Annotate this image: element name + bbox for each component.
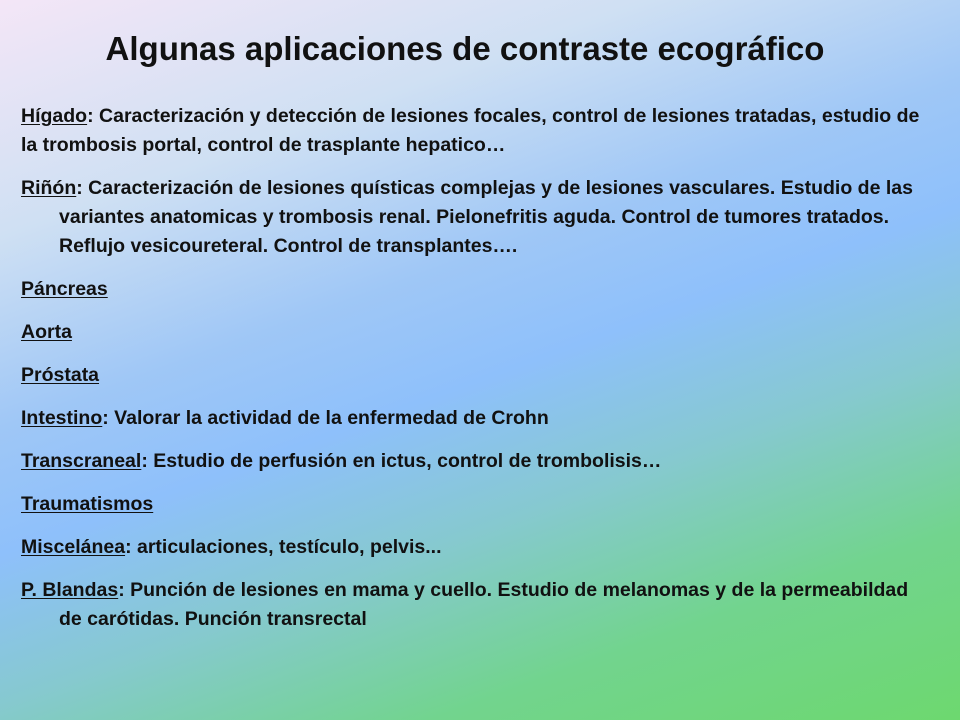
item-description: Caracterización y detección de lesiones focales, control de lesiones tratadas, estudio de la trombosis portal, control de trasplante hepatico… [21, 105, 920, 156]
list-item-partes-blandas [21, 576, 936, 634]
item-term: Intestino [21, 407, 103, 429]
list-item-prostata [21, 361, 936, 390]
item-description: Caracterización de lesiones quísticas complejas y de lesiones vasculares. Estudio de las variantes anatomicas y trombosis renal. Pielonefritis aguda. Control de tumores tratados. Reflujo vesicoureteral. Control de transplantes…. [59, 177, 913, 257]
list-item-aorta [21, 318, 936, 347]
item-separator: : [118, 579, 131, 601]
list-item-rinon [21, 174, 936, 261]
item-term: Páncreas [21, 278, 108, 300]
item-term: Miscelánea [21, 536, 126, 558]
list-item-pancreas [21, 275, 936, 304]
list-item-miscelanea [21, 533, 936, 562]
list-item-traumatismos [21, 490, 936, 519]
item-description: Estudio de perfusión en ictus, control de trombolisis… [153, 450, 662, 472]
item-separator: : [125, 536, 137, 558]
item-description: articulaciones, testículo, pelvis... [136, 536, 442, 558]
item-term: Próstata [21, 364, 100, 386]
item-term: Riñón [21, 177, 77, 199]
item-separator: : [87, 105, 100, 127]
item-term: Transcraneal [21, 450, 142, 472]
list-item-intestino [21, 404, 936, 433]
item-separator: : [141, 450, 154, 472]
item-term: Traumatismos [21, 493, 154, 515]
item-term: P. Blandas [21, 579, 119, 601]
item-term: Aorta [21, 321, 72, 343]
item-term: Hígado [21, 105, 88, 127]
list-item-transcraneal [21, 447, 936, 476]
slide-title: Algunas aplicaciones de contraste ecográfico [105, 30, 825, 67]
item-description: Valorar la actividad de la enfermedad de Crohn [114, 407, 549, 429]
item-description: Punción de lesiones en mama y cuello. Estudio de melanomas y de la permeabildad de carótidas. Punción transrectal [59, 579, 909, 630]
item-separator: : [76, 177, 89, 199]
item-separator: : [102, 407, 115, 429]
applications-list [21, 102, 936, 648]
list-item-higado [21, 102, 936, 160]
